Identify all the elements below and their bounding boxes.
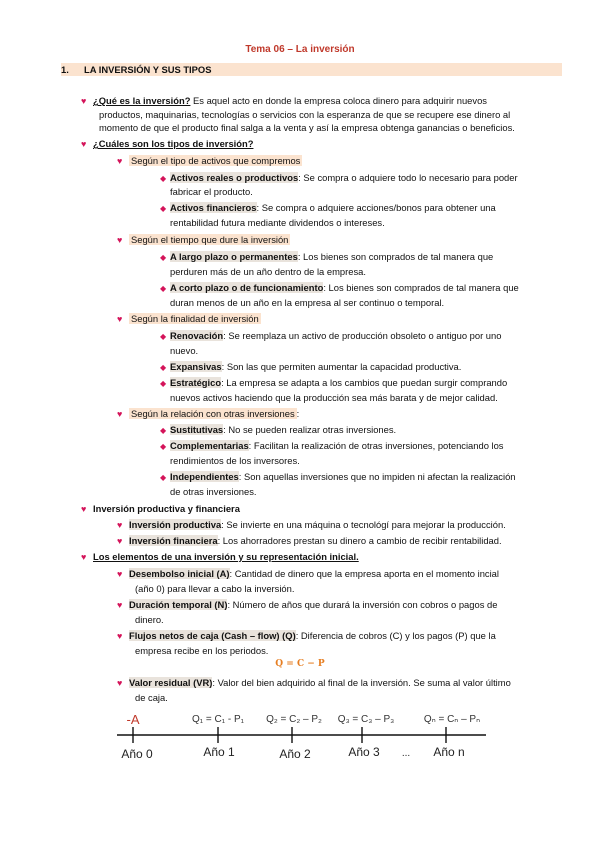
heart-bullet-icon: ♥ (81, 96, 87, 106)
cat4-item2-cont: rendimientos de los inversores. (170, 455, 300, 466)
timeline-bottom-label: Año 2 (279, 747, 311, 761)
term: Desembolso inicial (A) (129, 568, 230, 579)
heart-bullet-icon: ♥ (117, 156, 123, 166)
text: : Facilitan la realización de otras inversiones, potenciando los (248, 440, 504, 451)
q4-label: Los elementos de una inversión y su representación inicial. (93, 551, 359, 562)
q4-item3 (117, 630, 496, 642)
term: A largo plazo o permanentes (170, 251, 298, 262)
timeline-top-label: Qₙ = Cₙ – Pₙ (423, 714, 481, 725)
term: Estratégico (170, 377, 222, 388)
cat4-item2 (160, 440, 504, 453)
text: : Cantidad de dinero que la empresa aporta en el momento incial (229, 568, 499, 579)
cat4-item3-cont: de otras inversiones. (170, 486, 257, 497)
q3-item2 (117, 535, 502, 547)
q1-line2: productos, maquinarias, tecnologías o servicios con la esperanza de que se recupere ese dinero al (99, 109, 511, 120)
text: : Se reemplaza un activo de producción obsoleto o antiguo por uno (223, 330, 502, 341)
heart-bullet-icon: ♥ (117, 678, 123, 688)
text: : La empresa se adapta a los cambios que puedan surgir comprando (221, 377, 508, 388)
q4-item4-cont: de caja. (135, 692, 168, 703)
diamond-bullet-icon: ◆ (160, 442, 167, 451)
term: Inversión productiva (129, 519, 222, 530)
heart-bullet-icon: ♥ (117, 631, 123, 641)
heart-bullet-icon: ♥ (117, 600, 123, 610)
term: Inversión financiera (129, 535, 218, 546)
heart-bullet-icon: ♥ (81, 139, 87, 149)
diamond-bullet-icon: ◆ (160, 284, 167, 293)
q4-item4 (117, 677, 511, 689)
text: : Son las que permiten aumentar la capacidad productiva. (221, 361, 462, 372)
cat1-label: Según el tipo de activos que compremos (131, 155, 301, 166)
cat3-item3 (160, 377, 507, 390)
q1-text: Es aquel acto en donde la empresa coloca dinero para adquirir nuevos (190, 95, 487, 106)
cat1-line (117, 155, 302, 167)
cat4-label: Según la relación con otras inversiones (131, 408, 295, 419)
cat3-item1 (160, 330, 501, 343)
term: Complementarias (170, 440, 249, 451)
q4-item2-cont: dinero. (135, 614, 164, 625)
cat3-item2 (160, 361, 461, 374)
cat3-item1-cont: nuevo. (170, 345, 199, 356)
heart-bullet-icon: ♥ (117, 520, 123, 530)
diamond-bullet-icon: ◆ (160, 426, 167, 435)
q4-item3-cont: empresa recibe en los periodos. (135, 645, 269, 656)
q4-item1 (117, 568, 499, 580)
text: : Se compra o adquiere todo lo necesario para poder (298, 172, 518, 183)
term: Renovación (170, 330, 224, 341)
cat3-label: Según la finalidad de inversión (131, 313, 259, 324)
page-title: Tema 06 – La inversión (245, 44, 355, 55)
heart-bullet-icon: ♥ (81, 552, 87, 562)
timeline-top-label: Q₃ = C₃ – P₃ (337, 714, 395, 725)
q4-line (81, 551, 359, 563)
q3-item1 (117, 519, 506, 531)
text: : No se pueden realizar otras inversiones. (223, 424, 397, 435)
cat3-line (117, 313, 261, 325)
timeline-top-label: -A (126, 712, 140, 727)
section-header (61, 63, 562, 76)
cat4-line: ♥ Según la relación con otras inversiones : (117, 408, 300, 419)
text: : Valor del bien adquirido al final de la inversión. Se suma al valor último (212, 677, 511, 688)
diamond-bullet-icon: ◆ (160, 363, 167, 372)
cat1-item2 (160, 202, 496, 215)
cat2-line (117, 234, 290, 246)
cat2-label: Según el tiempo que dure la inversión (131, 234, 289, 245)
q1-label: ¿Qué es la inversión? (93, 95, 191, 106)
cat2-item1-cont: perduren más de un año dentro de la empresa. (170, 266, 366, 277)
cat2-item1 (160, 251, 493, 264)
timeline-bottom-label: Año n (433, 745, 465, 759)
cat1-item1-cont: fabricar el producto. (170, 186, 253, 197)
diamond-bullet-icon: ◆ (160, 204, 167, 213)
term: Sustitutivas (170, 424, 224, 435)
q4-item1-cont: (año 0) para llevar a cabo la inversión. (135, 583, 295, 594)
term: Activos financieros (170, 202, 257, 213)
q3-label: Inversión productiva y financiera (93, 503, 240, 514)
q1-line1 (81, 95, 487, 107)
cat2-item2-cont: duran menos de un año en la empresa al ser continuo o temporal. (170, 297, 445, 308)
term: A corto plazo o de funcionamiento (170, 282, 324, 293)
q2-label: ¿Cuáles son los tipos de inversión? (93, 138, 254, 149)
section-number: 1. (61, 64, 69, 75)
diamond-bullet-icon: ◆ (160, 473, 167, 482)
term: Expansivas (170, 361, 222, 372)
cat4-item3 (160, 471, 516, 484)
heart-bullet-icon: ♥ (117, 235, 123, 245)
text: : Los ahorradores prestan su dinero a cambio de recibir rentabilidad. (217, 535, 502, 546)
q1-line3: momento de que el producto final salga a la venta y así la empresa obtenga ganancias o beneficios. (99, 122, 515, 133)
q4-item2 (117, 599, 497, 611)
heart-bullet-icon: ♥ (117, 314, 123, 324)
text: : Se compra o adquiere acciones/bonos para obtener una (256, 202, 496, 213)
timeline-top-label: Q₂ = C₂ – P₂ (266, 714, 322, 725)
diamond-bullet-icon: ◆ (160, 332, 167, 341)
cash-flow-formula: Q = C − P (275, 659, 325, 669)
text: : Los bienes son comprados de tal manera que (323, 282, 519, 293)
q3-line (81, 503, 240, 515)
timeline-bottom-label: Año 0 (121, 747, 153, 761)
q2-line (81, 138, 253, 150)
timeline-diagram (0, 705, 600, 775)
heart-bullet-icon: ♥ (117, 569, 123, 579)
term: Independientes (170, 471, 239, 482)
timeline-top-label: Q₁ = C₁ - P₁ (191, 714, 245, 725)
section-label: LA INVERSIÓN Y SUS TIPOS (84, 64, 212, 75)
cat1-item1 (160, 172, 518, 185)
text: : Los bienes son comprados de tal manera que (297, 251, 494, 262)
timeline-ellipsis: ... (401, 748, 411, 759)
heart-bullet-icon: ♥ (117, 536, 123, 546)
cat4-item1 (160, 424, 396, 437)
cat3-item3-cont: nuevos activos haciendo que la producción sea más barata y de mejor calidad. (170, 392, 498, 403)
diamond-bullet-icon: ◆ (160, 253, 167, 262)
timeline-bottom-label: Año 1 (203, 745, 235, 759)
diamond-bullet-icon: ◆ (160, 174, 167, 183)
diamond-bullet-icon: ◆ (160, 379, 167, 388)
term: Activos reales o productivos (170, 172, 299, 183)
term: Duración temporal (N) (129, 599, 228, 610)
text: : Son aquellas inversiones que no impiden ni afectan la realización (238, 471, 516, 482)
cat1-item2-cont: rentabilidad futura mediante dividendos o intereses. (170, 217, 385, 228)
term: Valor residual (VR) (129, 677, 213, 688)
cat2-item2 (160, 282, 519, 295)
term: Flujos netos de caja (Cash – flow) (Q) (129, 630, 296, 641)
text: : Se invierte en una máquina o tecnológí para mejorar la producción. (221, 519, 506, 530)
heart-bullet-icon: ♥ (117, 409, 123, 419)
heart-bullet-icon: ♥ (81, 504, 87, 514)
text: : Número de años que durará la inversión con cobros o pagos de (227, 599, 498, 610)
text: : Diferencia de cobros (C) y los pagos (P) que la (295, 630, 496, 641)
timeline-bottom-label: Año 3 (348, 745, 380, 759)
